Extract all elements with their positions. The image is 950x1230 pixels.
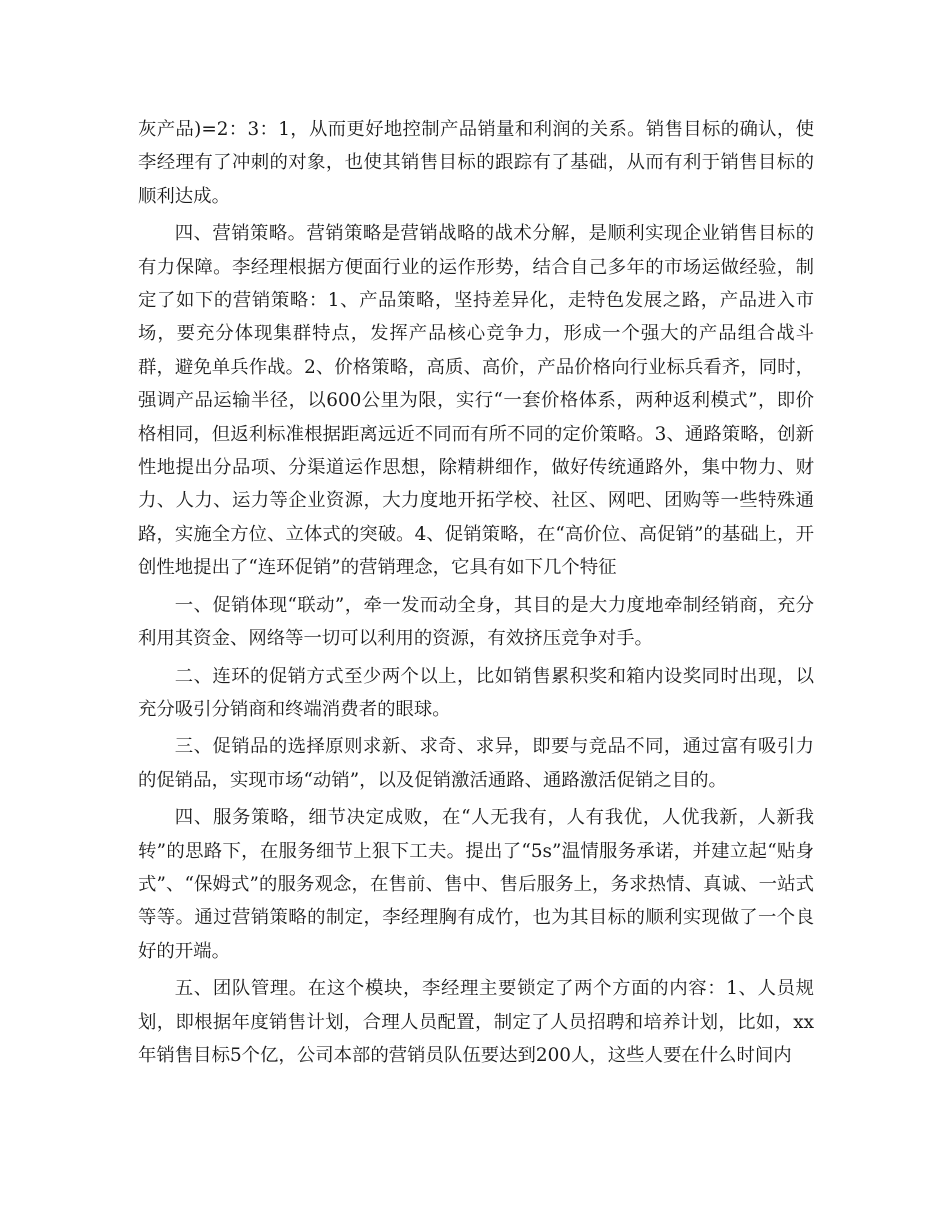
paragraph-4: 二、连环的促销方式至少两个以上，比如销售累积奖和箱内设奖同时出现，以充分吸引分销商和终端消费者的眼球。 <box>138 665 814 720</box>
paragraph-2: 四、营销策略。营销策略是营销战略的战术分解，是顺利实现企业销售目标的有力保障。李经理根据方便面行业的运作形势，结合自己多年的市场运做经验，制定了如下的营销策略：1、产品策略，坚持差异化，走特色发展之路，产品进入市场，要充分体现集群特点，发挥产品核心竞争力，形成一个强大的产品组合战斗群，避免单兵作战。2、价格策略，高质、高价，产品价格向行业标兵看齐，同时，强调产品运输半径，以600公里为限，实行“一套价格体系，两种返利模式”，即价格相同，但返利标准根据距离远近不同而有所不同的定价策略。3、通路策略，创新性地提出分品项、分渠道运作思想，除精耕细作，做好传统通路外，集中物力、财力、人力、运力等企业资源，大力度地开拓学校、社区、网吧、团购等一些特殊通路，实施全方位、立体式的突破。4、促销策略，在“高价位、高促销”的基础上，开创性地提出了“连环促销”的营销理念，它具有如下几个特征 <box>138 223 814 579</box>
paragraph-6: 四、服务策略，细节决定成败，在“人无我有，人有我优，人优我新，人新我转”的思路下，在服务细节上狠下工夫。提出了“5s”温情服务承诺，并建立起“贴身式”、“保姆式”的服务观念，在售前、售中、售后服务上，务求热情、真诚、一站式等等。通过营销策略的制定，李经理胸有成竹，也为其目标的顺利实现做了一个良好的开端。 <box>138 807 814 962</box>
document-page <box>138 113 814 1076</box>
paragraph-5: 三、促销品的选择原则求新、求奇、求异，即要与竞品不同，通过富有吸引力的促销品，实现市场“动销”，以及促销激活通路、通路激活促销之目的。 <box>138 736 814 791</box>
paragraph-1: 灰产品)=2：3：1，从而更好地控制产品销量和利润的关系。销售目标的确认，使李经理有了冲刺的对象，也使其销售目标的跟踪有了基础，从而有利于销售目标的顺利达成。 <box>138 119 814 207</box>
paragraph-7: 五、团队管理。在这个模块，李经理主要锁定了两个方面的内容：1、人员规划，即根据年度销售计划，合理人员配置，制定了人员招聘和培养计划，比如，xx年销售目标5个亿，公司本部的营销员队伍要达到200人，这些人要在什么时间内 <box>138 978 814 1066</box>
paragraph-3: 一、促销体现“联动”，牵一发而动全身，其目的是大力度地牵制经销商，充分利用其资金、网络等一切可以利用的资源，有效挤压竞争对手。 <box>138 594 814 650</box>
